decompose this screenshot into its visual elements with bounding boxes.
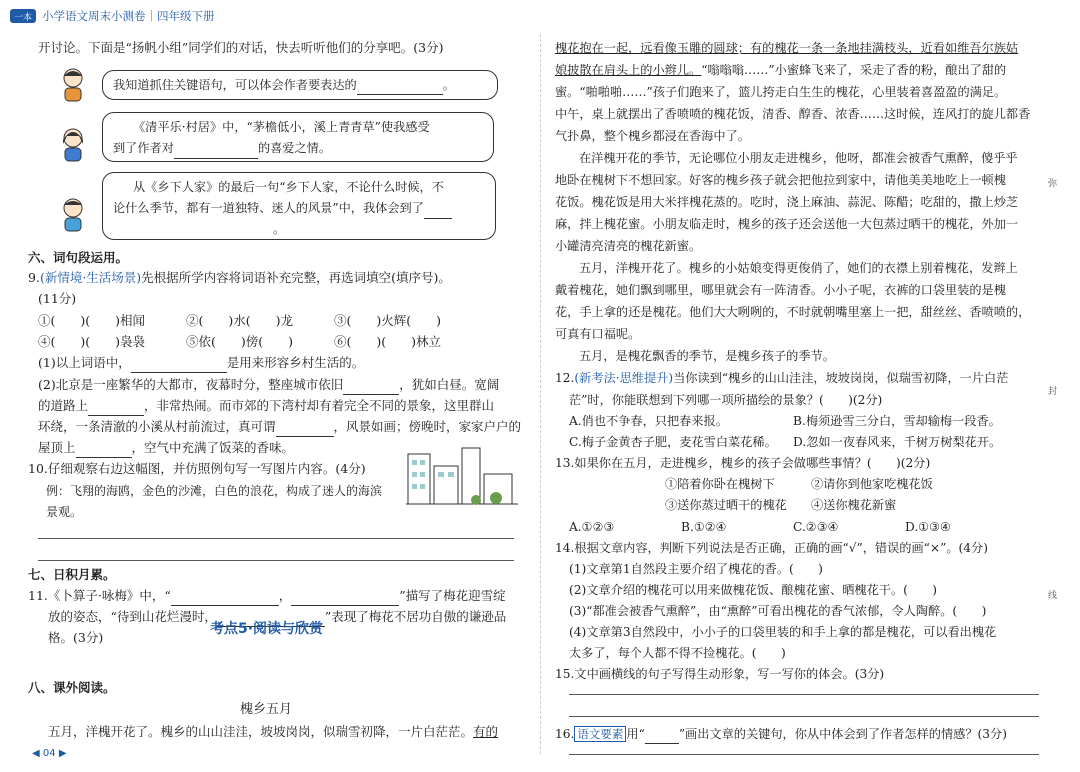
passage-line1: 五月，洋槐开花了。槐乡的山山洼洼，坡坡岗岗，似瑞雪初降，一片白茫茫。有的 (48, 724, 499, 739)
q11-line3: 格。(3分) (48, 630, 104, 645)
q9-score: (11分) (38, 291, 77, 306)
q12-options-row1 (569, 411, 1001, 431)
q9-tag: (新情境·生活场景) (39, 270, 142, 285)
q13-item: ④送你槐花新蜜 (811, 498, 897, 512)
q12-option[interactable]: D.忽如一夜春风来，千树万树梨花开。 (793, 435, 1002, 449)
q12-option[interactable]: B.梅须逊雪三分白，雪却输梅一段香。 (793, 414, 1001, 428)
q13-items-row2 (665, 495, 896, 515)
passage-p2-line: 麻，拌上槐花蜜。小朋友临走时，槐乡的孩子还会送他一大包蒸过晒干的槐花，外加一 (555, 217, 1019, 231)
q13-item: ②请你到他家吃槐花饭 (811, 477, 933, 491)
passage-title: 槐乡五月 (240, 702, 293, 717)
q14-item[interactable]: (3)“都准会被香气熏醉”，由“熏醉”可看出槐花的香气浓郁，令人陶醉。( ) (569, 604, 987, 618)
bubble2-text-b: 的喜爱之情。 (257, 141, 332, 155)
q13-option[interactable]: D.①③④ (905, 520, 951, 534)
passage-p1-line: 槐花抱在一起，远看像玉雕的圆球；有的槐花一条一条地挂满枝头，近看如维吾尔族姑 (555, 41, 1019, 55)
bubble1-blank[interactable] (357, 94, 443, 95)
student-avatar-icon (58, 126, 88, 162)
q16-prompt: 16. 语文要素 用“ ”画出文章的关键句，你从中体会到了作者怎样的情感？(3分) (555, 724, 1007, 744)
passage-p1-line: 气扑鼻，整个槐乡都浸在香海中了。 (555, 129, 750, 143)
bubble1-text: 我知道抓住关键语句，可以体会作者要表达的 (113, 78, 357, 92)
page-footer (32, 748, 67, 759)
city-scene-illustration-icon (406, 444, 518, 510)
bubble3-blank-b[interactable] (113, 239, 273, 240)
section-6-title: 六、词句段运用。 (28, 250, 129, 265)
q9-sub1: (1)以上词语中， 是用来形容乡村生活的。 (38, 353, 364, 373)
passage-p3-line: 五月，洋槐开花了。槐乡的小姑娘变得更俊俏了，她们的衣襟上别着槐花，发辫上 (579, 261, 1018, 275)
word-item[interactable]: ⑤依( )傍( ) (186, 334, 294, 349)
bubble2-blank[interactable] (174, 158, 258, 159)
q16-blank[interactable] (645, 743, 679, 744)
q9-word-row-2 (38, 332, 441, 352)
q12-prompt: 12.(新考法·思维提升)当你读到“槐乡的山山洼洼，坡坡岗岗，似瑞雪初降，一片白茫 (555, 371, 1009, 385)
word-item[interactable]: ②( )水( )龙 (186, 313, 294, 328)
q9-blank[interactable] (76, 457, 132, 458)
q10-answer-line[interactable] (38, 560, 514, 561)
q12-option[interactable]: A.俏也不争春，只把春来报。 (569, 414, 728, 428)
q9-blank[interactable] (276, 436, 334, 437)
speech-bubble-3: 从《乡下人家》的最后一句“乡下人家，不论什么时候，不 论什么季节，都有一道独特、迷人的风景”中，我体会到了 。 (102, 172, 496, 240)
q13-item: ③送你蒸过晒干的槐花 (665, 498, 787, 512)
q10-example-1: 例：飞翔的海鸥，金色的沙滩，白色的浪花，构成了迷人的海滨 (46, 484, 383, 498)
bubble3-line2: 论什么季节，都有一道独特、迷人的风景”中，我体会到了 (113, 201, 424, 215)
q12-prompt-cont: 茫”时，你能联想到下列哪一项所描绘的景象？( )(2分) (569, 393, 883, 407)
q10-answer-line[interactable] (38, 538, 514, 539)
q15-answer-line[interactable] (569, 716, 1039, 717)
student-avatar-icon (58, 196, 88, 232)
passage-p2-line: 地卧在槐树下不想回家。好客的槐乡孩子就会把他拉到家中，请他美美地吃上一顿槐 (555, 173, 1006, 187)
speech-bubble-2 (102, 112, 494, 162)
q13-options (569, 517, 951, 537)
binding-mark: 弥 (1048, 179, 1058, 189)
speech-bubble-1: 我知道抓住关键语句，可以体会作者要表达的 。 (102, 70, 498, 100)
section-7-title: 七、日积月累。 (28, 567, 116, 582)
passage-p1-line: 蜜。“啪啪啪……”孩子们跑来了，篮儿挎走白生生的槐花，心里装着喜盈盈的满足。 (555, 85, 1007, 99)
prev-arrow-icon: ◀ (32, 748, 40, 759)
section-8-title: 八、课外阅读。 (28, 680, 116, 695)
q13-option[interactable]: B.①②④ (681, 520, 727, 534)
q14-item[interactable]: 太多了，每个人都不得不捡槐花。( ) (569, 646, 786, 660)
binding-mark: 线 (1048, 591, 1058, 601)
word-item[interactable]: ⑥( )( )林立 (334, 334, 442, 349)
passage-p3-line: 戴着槐花，她们飘到哪里，哪里就会有一阵清香。小小子呢，衣裤的口袋里装的是槐 (555, 283, 1006, 297)
passage-p3-line: 可真有口福呢。 (555, 327, 641, 341)
q14-item[interactable]: (1)文章第1自然段主要介绍了槐花的香。( ) (569, 562, 823, 576)
q11-line2: 放的姿态，“待到山花烂漫时， ”表现了梅花不居功自傲的谦逊品 (48, 607, 506, 627)
q9-sub1-blank[interactable] (131, 372, 227, 373)
q13-option[interactable]: C.②③④ (793, 520, 839, 534)
word-item[interactable]: ④( )( )袅袅 (38, 334, 146, 349)
page-number: 04 (42, 748, 56, 759)
q11-blank[interactable] (171, 605, 279, 606)
q16-tag: 语文要素 (574, 726, 626, 742)
header-title: 小学语文周末小测卷｜四年级下册 (42, 9, 215, 23)
discussion-intro: 开讨论。下面是“扬帆小组”同学们的对话，快去听听他们的分享吧。(3分) (38, 40, 444, 55)
q14-prompt: 14.根据文章内容，判断下列说法是否正确，正确的画“√”，错误的画“×”。(4分) (555, 541, 988, 555)
q14-item[interactable]: (4)文章第3自然段中，小小子的口袋里装的和手上拿的都是槐花，可以看出槐花 (569, 625, 997, 639)
q9-sub2-line4: 屋顶上 ，空气中充满了饭菜的香味。 (38, 438, 294, 458)
q13-option[interactable]: A.①②③ (569, 520, 615, 534)
q9-prompt: 9.(新情境·生活场景)先根据所学内容将词语补充完整，再选词填空(填序号)。 (28, 270, 451, 285)
passage-p2-line: 在洋槐开花的季节，无论哪位小朋友走进槐乡，他呀，都准会被香气熏醉，傻乎乎 (579, 151, 1018, 165)
q10-example-2: 景观。 (46, 505, 83, 519)
binding-mark: 封 (1048, 387, 1058, 397)
q13-items-row1 (665, 474, 933, 494)
q16-answer-line[interactable] (569, 754, 1039, 755)
q12-tag: (新考法·思维提升) (574, 371, 674, 385)
q9-word-row-1 (38, 311, 441, 331)
q12-option[interactable]: C.梅子金黄杏子肥，麦花雪白菜花稀。 (569, 435, 777, 449)
q12-options-row2 (569, 432, 1001, 452)
page-header (10, 6, 215, 26)
q11-line1: 11.《卜算子·咏梅》中，“ ， ”描写了梅花迎雪绽 (28, 586, 506, 606)
q9-sub2-line1: (2)北京是一座繁华的大都市，夜幕时分，整座城市依旧 ，犹如白昼。宽阔 (38, 375, 499, 395)
next-arrow-icon: ▶ (58, 748, 67, 759)
student-avatar-icon (58, 66, 88, 102)
passage-p1-line: 娘披散在肩头上的小辫儿。“嗡嗡嗡……”小蜜蜂飞来了，采走了香的粉，酿出了甜的 (555, 63, 1007, 77)
column-divider (540, 34, 541, 754)
q13-item: ①陪着你卧在槐树下 (665, 477, 775, 491)
section-heading-reading: 考点5·阅读与欣赏 (210, 621, 324, 637)
q9-blank[interactable] (88, 415, 144, 416)
passage-p4-line: 五月，是槐花飘香的季节，是槐乡孩子的季节。 (579, 349, 835, 363)
brand-logo: 一本 (10, 9, 36, 23)
q9-sub2-line2: 的道路上 ，非常热闹。而市郊的下湾村却有着完全不同的景象，这里群山 (38, 396, 494, 416)
bubble3-line1: 从《乡下人家》的最后一句“乡下人家，不论什么时候，不 (133, 180, 444, 194)
word-item[interactable]: ③( )火辉( ) (334, 313, 442, 328)
q13-prompt: 13.如果你在五月，走进槐乡，槐乡的孩子会做哪些事情？( )(2分) (555, 456, 931, 470)
bubble2-line1: 《清平乐·村居》中，“茅檐低小，溪上青青草”使我感受 (133, 120, 430, 134)
bubble3-blank-a[interactable] (424, 218, 452, 219)
q14-item[interactable]: (2)文章介绍的槐花可以用来做槐花饭、酿槐花蜜、晒槐花干。( ) (569, 583, 938, 597)
q15-prompt: 15.文中画横线的句子写得生动形象，写一写你的体会。(3分) (555, 667, 885, 681)
q10-prompt: 10.仔细观察右边这幅图，并仿照例句写一写图片内容。(4分) (28, 461, 366, 476)
word-item[interactable]: ①( )( )相闻 (38, 313, 146, 328)
passage-p2-line: 小罐清亮清亮的槐花新蜜。 (555, 239, 702, 253)
q15-answer-line[interactable] (569, 694, 1039, 695)
q11-blank[interactable] (291, 605, 399, 606)
q9-blank[interactable] (343, 394, 399, 395)
passage-p1-line: 中午，桌上就摆出了香喷喷的槐花饭，清香、醇香、浓香……这时候，连风打的旋儿都香 (555, 107, 1031, 121)
q9-sub2-line3: 环绕，一条清澈的小溪从村前流过，真可谓 ，风景如画；傍晚时，家家户户的 (38, 417, 521, 437)
passage-p2-line: 花饭。槐花饭是用大米拌槐花蒸的。吃时，浇上麻油、蒜泥、陈醋；吃甜的，撒上炒芝 (555, 195, 1019, 209)
passage-p3-line: 花，手上拿的还是槐花。他们大大咧咧的，不时就朝嘴里塞上一把，甜丝丝、香喷喷的， (555, 305, 1031, 319)
bubble2-text-a: 到了作者对 (113, 141, 174, 155)
